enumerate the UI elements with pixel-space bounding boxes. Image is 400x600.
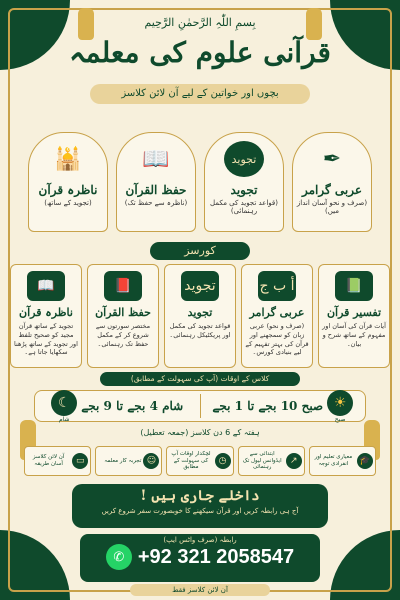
quran-icon: 📕 bbox=[104, 271, 142, 301]
admission-title: داخلے جاری ہیں ! bbox=[140, 488, 260, 504]
feature-text: معیاری تعلیم اور انفرادی توجہ bbox=[314, 454, 353, 467]
top-card-arabic-grammar bbox=[292, 132, 372, 232]
morning-slot bbox=[201, 390, 366, 423]
features bbox=[24, 446, 376, 476]
open-book-icon: 📖 bbox=[27, 271, 65, 301]
course-title: عربی گرامر bbox=[249, 306, 305, 319]
top-card-nazira bbox=[28, 132, 108, 232]
card-subtitle: (صرف و نحو آسان انداز میں) bbox=[296, 199, 368, 215]
top-cards bbox=[28, 132, 372, 232]
course-card-arabic-grammar bbox=[241, 264, 313, 368]
tajweed-icon: تجوید bbox=[224, 141, 264, 177]
contact-label: رابطہ (صرف واٹس ایپ) bbox=[163, 536, 237, 544]
feature-item bbox=[95, 446, 162, 476]
phone-row bbox=[80, 544, 320, 570]
feature-text: لچکدار اوقات آپ کی سہولت کے مطابق bbox=[171, 451, 211, 471]
course-desc: (صرف و نحو) عربی زبان کو سمجھنے اور قرآن کی بہتر تفہیم کے لیے بنیادی کورس۔ bbox=[245, 322, 309, 357]
course-title: تجوید bbox=[187, 306, 213, 319]
timing-heading: کلاس کے اوقات (آپ کی سہولت کے مطابق) bbox=[100, 372, 300, 386]
sun-icon: ☀ bbox=[327, 390, 353, 416]
footer: آن لائن کلاسز فقط bbox=[130, 584, 270, 596]
contact-box[interactable] bbox=[80, 534, 320, 582]
course-card-tafseer bbox=[318, 264, 390, 368]
evening-time: شام 4 بجے تا 9 بجے bbox=[81, 399, 184, 413]
card-title: عربی گرامر bbox=[301, 183, 363, 197]
card-title: حفظ القرآن bbox=[125, 183, 187, 197]
feature-text: آن لائن کلاسز آسان طریقہ bbox=[32, 454, 65, 467]
admission-subtitle: آج ہی رابطہ کریں اور قرآن سیکھنے کا خوبصورت سفر شروع کریں bbox=[101, 507, 299, 515]
letters-icon: أ ب ج bbox=[258, 271, 296, 301]
course-cards bbox=[10, 264, 390, 368]
course-desc: تجوید کے ساتھ قرآن مجید کو صحیح تلفظ اور تجوید کے ساتھ پڑھنا سکھایا جاتا ہے۔ bbox=[14, 322, 78, 357]
clock-icon: ◷ bbox=[215, 453, 231, 469]
course-title: تفسیر قرآن bbox=[326, 306, 382, 319]
courses-heading: کورسز bbox=[150, 242, 250, 260]
subtitle: بچوں اور خواتین کے لیے آن لائن کلاسز bbox=[90, 84, 310, 104]
course-card-tajweed bbox=[164, 264, 236, 368]
phone-number[interactable]: +92 321 2058547 bbox=[137, 545, 295, 568]
course-desc: آیات قرآن کی آسان اور مفہوم کے ساتھ شرح و بیان۔ bbox=[322, 322, 386, 348]
card-subtitle: (ناظرہ سے حفظ تک) bbox=[124, 199, 188, 207]
feature-item bbox=[166, 446, 233, 476]
timing-box bbox=[34, 390, 366, 422]
bismillah: بِسمِ اللّٰہِ الرَّحمٰنِ الرَّحِیم bbox=[144, 16, 256, 29]
course-desc: مختصر سورتوں سے شروع کر کے مکمل حفظ تک رہنمائی۔ bbox=[95, 322, 151, 348]
laptop-icon: ▭ bbox=[72, 453, 88, 469]
evening-slot bbox=[35, 390, 200, 423]
feature-text: ابتدائی سے ایڈوانس لیول تک رہنمائی bbox=[242, 451, 282, 471]
tajweed-icon: تجوید bbox=[181, 271, 219, 301]
moon-icon: ☾ bbox=[51, 390, 77, 416]
card-subtitle: (تجوید کے ساتھ) bbox=[44, 199, 92, 207]
mosque-icon: 🕌 bbox=[54, 146, 82, 172]
page-title: قرآنی علوم کی معلمہ bbox=[69, 36, 331, 69]
top-card-hifz bbox=[116, 132, 196, 232]
feature-text: تجربہ کار معلمہ bbox=[104, 457, 142, 464]
teacher-icon: ☺ bbox=[143, 453, 159, 469]
top-card-tajweed bbox=[204, 132, 284, 232]
feature-item bbox=[309, 446, 376, 476]
weekly-schedule: ہفتہ کے 6 دن کلاسز (جمعہ تعطیل) bbox=[140, 428, 260, 437]
course-title: حفظ القرآن bbox=[95, 306, 151, 319]
chart-icon: ↗ bbox=[286, 453, 302, 469]
morning-time: صبح 10 بجے تا 1 بجے bbox=[212, 399, 324, 413]
quran-stand-icon: 📖 bbox=[142, 146, 170, 172]
evening-label: شام bbox=[58, 415, 70, 423]
book-icon: 📗 bbox=[335, 271, 373, 301]
card-title: تجوید bbox=[230, 183, 258, 197]
admission-banner bbox=[72, 484, 328, 528]
course-card-hifz bbox=[87, 264, 159, 368]
card-title: ناظرہ قرآن bbox=[38, 183, 98, 197]
feature-item bbox=[24, 446, 91, 476]
feature-item bbox=[238, 446, 305, 476]
course-card-nazira bbox=[10, 264, 82, 368]
ink-pen-icon: ✒ bbox=[322, 146, 342, 172]
course-title: ناظرہ قرآن bbox=[19, 306, 73, 319]
course-desc: قواعد تجوید کی مکمل اور پریکٹیکل رہنمائی۔ bbox=[169, 322, 231, 339]
whatsapp-icon[interactable]: ✆ bbox=[106, 544, 132, 570]
divider bbox=[200, 394, 201, 418]
graduate-icon: 🎓 bbox=[357, 453, 373, 469]
morning-label: صبح bbox=[334, 415, 346, 423]
card-subtitle: (قواعد تجوید کی مکمل رہنمائی) bbox=[209, 199, 278, 215]
